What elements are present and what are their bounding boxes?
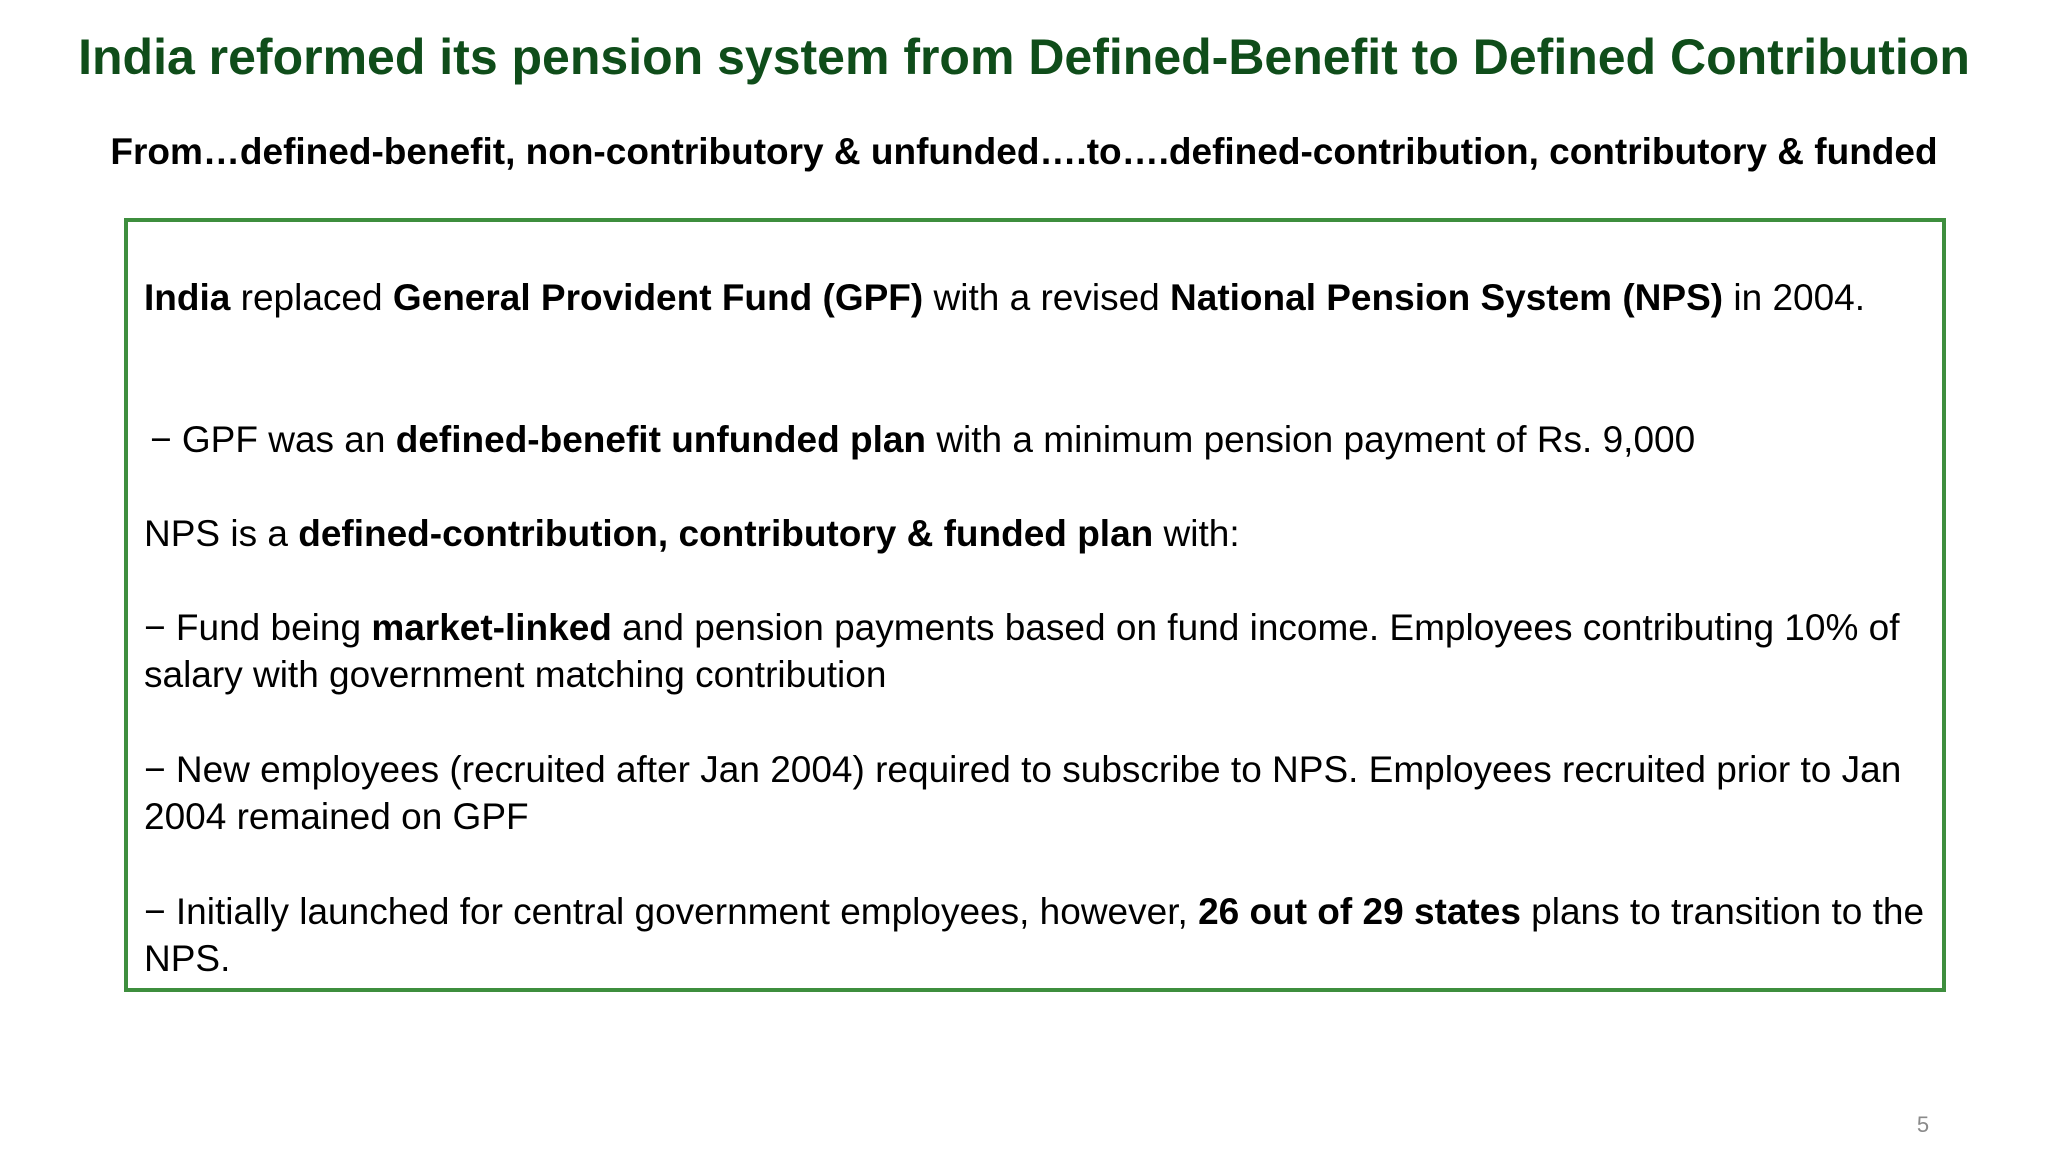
- bold-text: market-linked: [371, 607, 612, 648]
- paragraph-nps-intro: [144, 510, 1934, 557]
- text: NPS is a: [144, 513, 299, 554]
- content-box: [124, 218, 1946, 992]
- bullet-gpf-description: [150, 416, 1940, 463]
- text: replaced: [230, 277, 393, 318]
- text: with:: [1153, 513, 1240, 554]
- paragraph-gpf-replaced: [144, 274, 1934, 321]
- bold-text: 26 out of 29 states: [1198, 891, 1521, 932]
- text: − Initially launched for central government employees, however,: [144, 891, 1199, 932]
- bullet-new-employees: [144, 746, 1934, 840]
- text: and pension payments based on fund income. Employees contributing 10% of salary with government matching contribution: [144, 607, 1900, 695]
- bold-text: National Pension System (NPS): [1170, 277, 1724, 318]
- page-number: 5: [1916, 1112, 1930, 1137]
- bold-text: defined-contribution, contributory & funded plan: [298, 513, 1154, 554]
- slide-subtitle: From…defined-benefit, non-contributory & unfunded….to….defined-contribution, contributory & funded: [110, 131, 1938, 172]
- text: − GPF was an: [150, 419, 396, 460]
- text: with a minimum pension payment of Rs. 9,000: [926, 419, 1696, 460]
- text: − New employees (recruited after Jan 2004) required to subscribe to NPS. Employees recruited prior to Jan 2004 remained on GPF: [144, 749, 1902, 837]
- text: − Fund being: [144, 607, 372, 648]
- bold-text: India: [144, 277, 231, 318]
- bullet-states-transition: [144, 888, 1934, 982]
- bullet-market-linked: [144, 604, 1934, 698]
- slide-title: India reformed its pension system from Defined-Benefit to Defined Contribution: [78, 29, 1970, 85]
- text: in 2004.: [1723, 277, 1866, 318]
- bold-text: General Provident Fund (GPF): [392, 277, 924, 318]
- bold-text: defined-benefit unfunded plan: [395, 419, 927, 460]
- text: plans to transition to the NPS.: [144, 891, 1925, 979]
- text: with a revised: [923, 277, 1171, 318]
